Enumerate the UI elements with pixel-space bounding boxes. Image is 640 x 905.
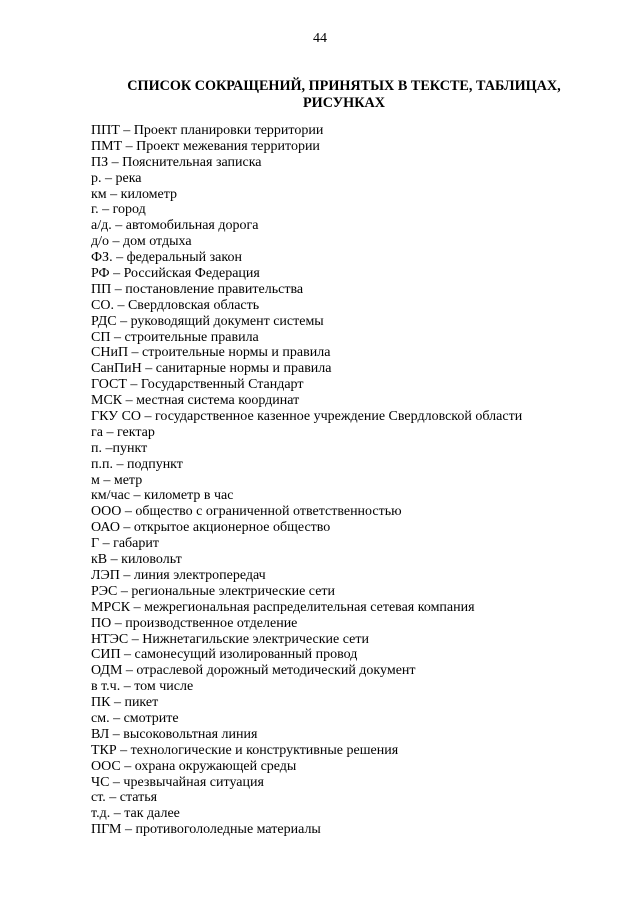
abbreviation-item: ПГМ – противогололедные материалы xyxy=(91,822,321,838)
abbreviation-item: ТКР – технологические и конструктивные решения xyxy=(91,742,399,758)
abbreviation-item: а/д. – автомобильная дорога xyxy=(91,218,259,234)
abbreviation-item: в т.ч. – том числе xyxy=(91,679,194,695)
abbreviation-list xyxy=(91,123,611,838)
abbreviation-item: РФ – Российская Федерация xyxy=(91,266,260,282)
abbreviation-item: ГОСТ – Государственный Стандарт xyxy=(91,377,304,393)
abbreviation-item: п. –пункт xyxy=(91,440,148,456)
abbreviation-item: ОАО – открытое акционерное общество xyxy=(91,520,331,536)
abbreviation-item: ст. – статья xyxy=(91,790,158,806)
abbreviation-item: ЧС – чрезвычайная ситуация xyxy=(91,774,264,790)
abbreviation-item: СО. – Свердловская область xyxy=(91,297,260,313)
abbreviation-item: ПМТ – Проект межевания территории xyxy=(91,138,320,154)
abbreviation-item: ФЗ. – федеральный закон xyxy=(91,250,242,266)
abbreviation-item: ЛЭП – линия электропередач xyxy=(91,567,266,583)
abbreviation-item: ГКУ СО – государственное казенное учреждение Свердловской области xyxy=(91,409,523,425)
abbreviation-item: ПО – производственное отделение xyxy=(91,615,298,631)
abbreviation-item: ППТ – Проект планировки территории xyxy=(91,123,324,138)
abbreviation-item: м – метр xyxy=(91,472,143,488)
abbreviation-item: км/час – километр в час xyxy=(91,488,234,504)
page-title: СПИСОК СОКРАЩЕНИЙ, ПРИНЯТЫХ В ТЕКСТЕ, ТАБЛИЦАХ, РИСУНКАХ xyxy=(127,78,561,111)
page-number: 44 xyxy=(313,31,327,46)
abbreviation-item: СП – строительные правила xyxy=(91,329,259,345)
abbreviation-item: Г – габарит xyxy=(91,536,159,552)
abbreviation-item: г. – город xyxy=(91,202,146,218)
abbreviation-item: ПП – постановление правительства xyxy=(91,281,304,297)
abbreviation-item: км – километр xyxy=(91,186,178,202)
abbreviation-item: МРСК – межрегиональная распределительная сетевая компания xyxy=(91,599,475,615)
abbreviation-item: НТЭС – Нижнетагильские электрические сети xyxy=(91,631,369,647)
abbreviation-item: д/о – дом отдыха xyxy=(91,234,192,250)
abbreviation-item: га – гектар xyxy=(91,424,155,440)
abbreviation-item: ООС – охрана окружающей среды xyxy=(91,758,297,774)
abbreviation-item: СНиП – строительные нормы и правила xyxy=(91,345,331,361)
abbreviation-item: СанПиН – санитарные нормы и правила xyxy=(91,361,332,377)
abbreviation-item: РДС – руководящий документ системы xyxy=(91,313,324,329)
abbreviation-item: т.д. – так далее xyxy=(91,806,180,822)
abbreviation-item: р. – река xyxy=(91,170,142,186)
abbreviation-item: п.п. – подпункт xyxy=(91,456,183,472)
abbreviation-item: МСК – местная система координат xyxy=(91,393,300,409)
abbreviation-item: ПЗ – Пояснительная записка xyxy=(91,154,262,170)
abbreviation-item: РЭС – региональные электрические сети xyxy=(91,583,336,599)
abbreviation-item: см. – смотрите xyxy=(91,710,179,726)
abbreviation-item: ОДМ – отраслевой дорожный методический документ xyxy=(91,663,416,679)
abbreviation-item: ВЛ – высоковольтная линия xyxy=(91,726,258,742)
abbreviation-item: СИП – самонесущий изолированный провод xyxy=(91,647,358,663)
abbreviation-item: кВ – киловольт xyxy=(91,552,182,568)
abbreviation-item: ПК – пикет xyxy=(91,695,159,711)
abbreviation-item: ООО – общество с ограниченной ответственностью xyxy=(91,504,402,520)
